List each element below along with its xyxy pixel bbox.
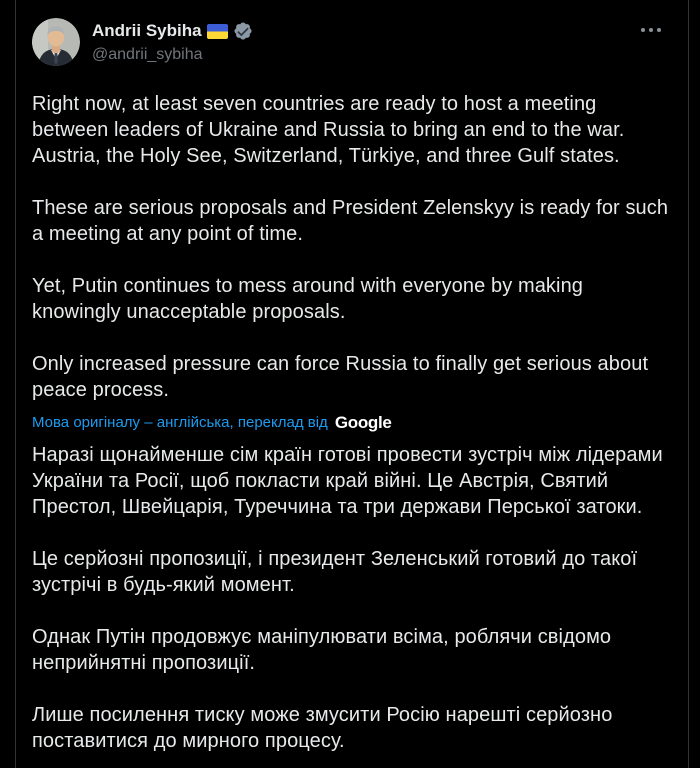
verified-badge-icon[interactable] xyxy=(233,21,253,41)
more-dot xyxy=(657,28,661,32)
tweet-paragraph-translated: Це серйозні пропозиції, і президент Зеленський готовий до такої зустрічі в будь-який момент. xyxy=(32,548,638,596)
tweet-paragraph: Only increased pressure can force Russia to finally get serious about peace process. xyxy=(32,353,649,401)
translation-notice-link[interactable]: Мова оригіналу – англійська, переклад від xyxy=(32,414,328,431)
tweet-paragraph-translated: Однак Путін продовжує маніпулювати всіма, роблячи свідомо неприйнятні пропозиції. xyxy=(32,626,612,674)
tweet-header xyxy=(32,0,672,66)
tweet-paragraph: These are serious proposals and President Zelenskyy is ready for such a meeting at any point of time. xyxy=(32,197,669,245)
author-name[interactable]: Andrii Sybiha xyxy=(92,21,202,40)
tweet-paragraph-translated: Лише посилення тиску може змусити Росію нарешті серйозно поставитися до мирного процесу. xyxy=(32,704,613,752)
more-icon[interactable] xyxy=(634,18,668,42)
more-dot xyxy=(641,28,645,32)
tweet-text-translated xyxy=(32,442,672,754)
ukraine-flag-emoji xyxy=(207,24,228,39)
tweet-article xyxy=(15,0,689,768)
author-name-row xyxy=(92,20,253,42)
author-handle[interactable]: @andrii_sybiha xyxy=(92,46,203,63)
more-dot xyxy=(649,28,653,32)
translation-attribution xyxy=(32,413,672,433)
tweet-paragraph: Yet, Putin continues to mess around with everyone by making knowingly unacceptable proposals. xyxy=(32,275,584,323)
avatar[interactable] xyxy=(32,18,80,66)
tweet-text-original xyxy=(32,91,672,403)
tweet-text xyxy=(32,91,672,754)
google-logo: Google xyxy=(334,413,392,432)
tweet-paragraph: Right now, at least seven countries are ready to host a meeting between leaders of Ukraine and Russia to bring an end to the war. Austria, the Holy See, Switzerland, Türkiye, and three Gulf states. xyxy=(32,93,625,167)
author-block xyxy=(92,20,253,65)
avatar-photo xyxy=(32,18,80,66)
tweet-paragraph-translated: Наразі щонайменше сім країн готові провести зустріч між лідерами України та Росії, щоб покласти край війні. Це Австрія, Святий Престол, Швейцарія, Туреччина та три держави Перської затоки. xyxy=(32,444,663,518)
